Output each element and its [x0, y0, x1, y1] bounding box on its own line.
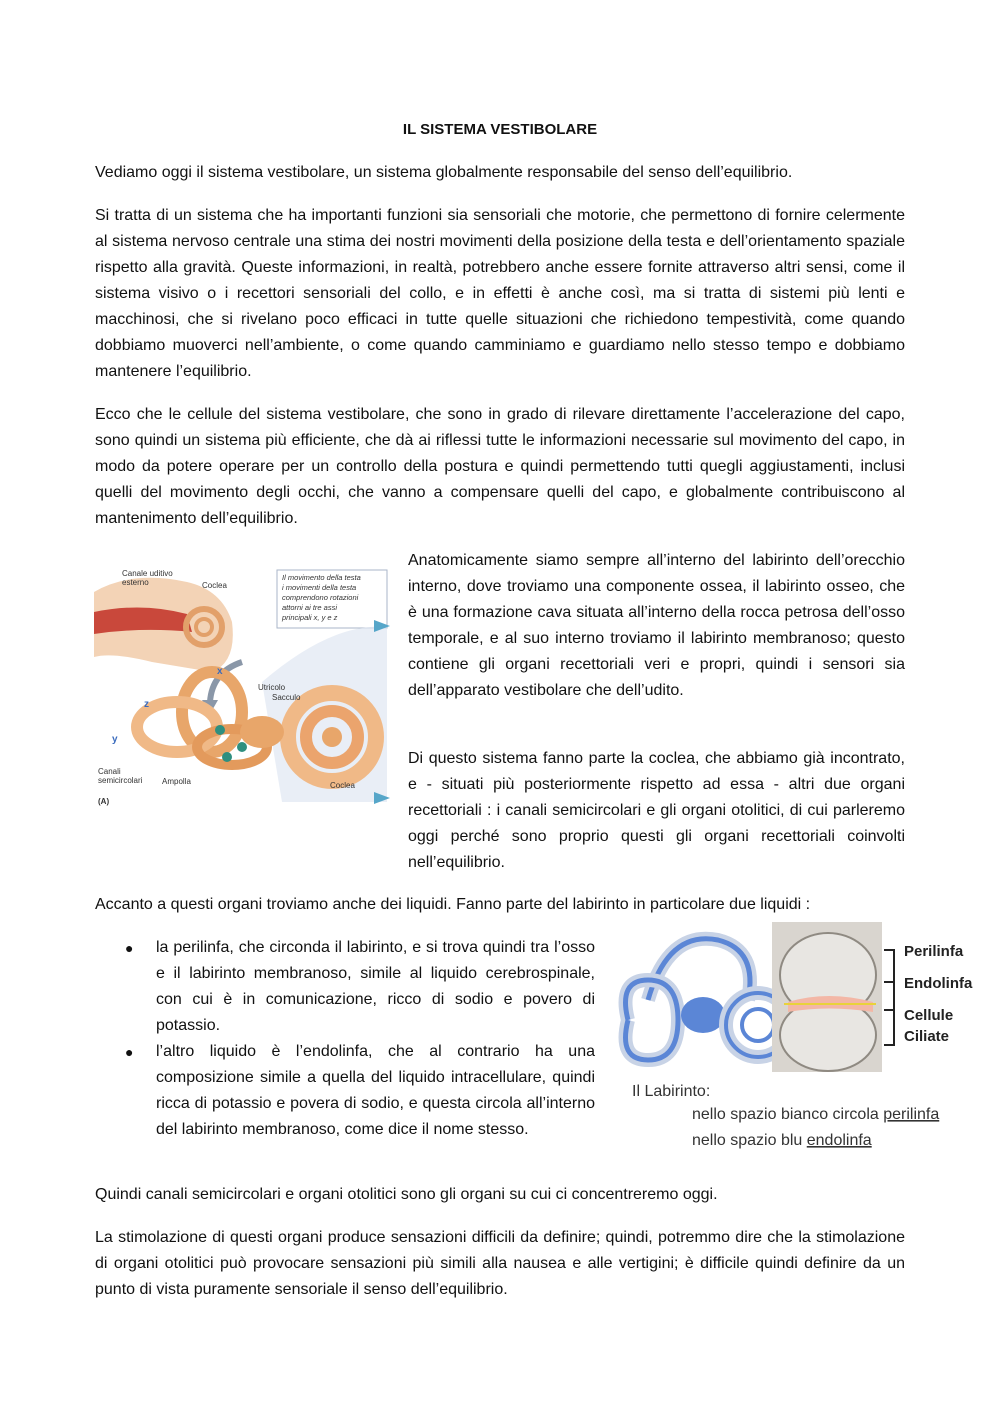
svg-text:i movimenti della testa: i movimenti della testa	[282, 583, 357, 592]
labyrinth-figure	[608, 920, 988, 1160]
bullet-icon: ●	[125, 940, 134, 956]
caption-line-1: nello spazio bianco circola perilinfa	[692, 1106, 940, 1123]
paragraph-stimulation: La stimolazione di questi organi produce sensazioni difficili da definire; quindi, potremmo dire che la stimolazione di organi otolitici può provocare sensazioni più simili alla nausea e alle vertigini; è difficile quindi definire da un punto di vista puramente sensoriale il senso dell’equilibrio.	[95, 1229, 905, 1298]
paragraph-liquids: Accanto a questi organi troviamo anche dei liquidi. Fanno parte del labirinto in particolare due liquidi :	[95, 896, 811, 913]
paragraph-focus: Quindi canali semicircolari e organi otolitici sono gli organi su cui ci concentreremo oggi.	[95, 1186, 718, 1203]
axis-z-label: z	[144, 699, 149, 710]
inner-ear-illustration	[92, 552, 392, 814]
list-item: ● la perilinfa, che circonda il labirinto, e si trova quindi tra l’osso e il labirinto membranoso, simile al liquido cerebrospinale, con cui è in comunicazione, ricco di sodio e povero di potassio.	[95, 935, 595, 1039]
label-endolinfa: Endolinfa	[904, 975, 973, 992]
axis-x-label: x	[217, 666, 223, 677]
label-cellule: Cellule	[904, 1007, 954, 1024]
svg-text:attorni ai tre assi: attorni ai tre assi	[282, 603, 338, 612]
panel-tag: (A)	[98, 797, 110, 806]
ampulla-dot	[215, 725, 225, 735]
label-ampolla: Ampolla	[162, 777, 191, 786]
svg-text:Ciliate: Ciliate	[904, 1028, 950, 1045]
svg-text:Il movimento della testa: Il movimento della testa	[282, 573, 361, 582]
svg-text:esterno: esterno	[122, 578, 149, 587]
caption-title: Il Labirinto:	[632, 1083, 711, 1100]
svg-text:principali x, y e z: principali x, y e z	[282, 613, 338, 622]
list-item: ● l’altro liquido è l’endolinfa, che al contrario ha una composizione simile a quella del liquido intracellulare, quindi ricca di potassio e povera di sodio, e questa circola all’interno del labirinto membranoso, come dice il nome stesso.	[95, 1039, 595, 1143]
svg-text:semicircolari: semicircolari	[98, 776, 143, 785]
label-canali: Canali	[98, 767, 121, 776]
labyrinth-illustration	[608, 920, 988, 1160]
inner-ear-figure	[92, 552, 392, 814]
label-bracket	[884, 950, 894, 1045]
vestibule-blue	[681, 997, 725, 1033]
paragraph-components: Di questo sistema fanno parte la coclea, che abbiamo già incontrato, e - situati più posteriormente rispetto ad essa - altri due organi recettoriali : i canali semicircolari e gli organi otolitici, di cui parleremo oggi perché sono proprio questi gli organi recettoriali coinvolti nell’equilibrio.	[408, 750, 905, 871]
label-coclea-top: Coclea	[202, 581, 227, 590]
paragraph-cells: Ecco che le cellule del sistema vestibolare, che sono in grado di rilevare direttamente l’accelerazione del capo, sono quindi un sistema più efficiente, che dà ai riflessi tutte le informazioni necessarie sul movimento del capo, in modo da potere operare per un controllo della postura e quindi permettendo tutti quegli aggiustamenti, inclusi quelli del movimento degli occhi, che vanno a compensare quelli del capo, e globalmente contribuiscono al mantenimento dell’equilibrio.	[95, 406, 905, 527]
page-title: IL SISTEMA VESTIBOLARE	[402, 121, 598, 138]
label-coclea-bottom: Coclea	[330, 781, 355, 790]
axis-y-label: y	[112, 734, 118, 745]
liquids-list	[95, 935, 595, 1143]
bullet-icon: ●	[125, 1044, 134, 1060]
label-sacculo: Sacculo	[272, 693, 301, 702]
svg-text:comprendono rotazioni: comprendono rotazioni	[282, 593, 359, 602]
caption-line-2: nello spazio blu endolinfa	[692, 1132, 872, 1149]
label-utricolo: Utricolo	[258, 683, 286, 692]
vestibule	[240, 716, 284, 748]
paragraph-intro: Vediamo oggi il sistema vestibolare, un sistema globalmente responsabile del senso dell’equilibrio.	[95, 164, 793, 181]
label-canale-uditivo: Canale uditivo	[122, 569, 173, 578]
label-perilinfa: Perilinfa	[904, 943, 964, 960]
paragraph-anatomy: Anatomicamente siamo sempre all’interno del labirinto dell’orecchio interno, dove troviamo una componente ossea, il labirinto osseo, che è una formazione cava situata all’interno della rocca petrosa dell’osso temporale, e al suo interno troviamo il labirinto membranoso; questo contiene gli organi recettoriali veri e propri, quindi i sensori sia dell’apparato vestibolare che dell’udito.	[408, 552, 905, 699]
paragraph-functions: Si tratta di un sistema che ha importanti funzioni sia sensoriali che motorie, che permettono di fornire celermente al sistema nervoso centrale una stima dei nostri movimenti della posizione della testa e dell’orientamento spaziale rispetto alla gravità. Queste informazioni, in realtà, potrebbero anche essere fornite attraverso altri sensi, come il sistema visivo o i recettori sensoriali del collo, e in effetti è anche così, ma si tratta di sistemi più lenti e macchinosi, che si rivelano poco efficaci in tutte quelle situazioni che richiedono tempestività, come quando dobbiamo muoverci nell’ambiente, o come quando camminiamo e guardiamo nello stesso tempo e dobbiamo mantenere l’equilibrio.	[95, 207, 905, 380]
